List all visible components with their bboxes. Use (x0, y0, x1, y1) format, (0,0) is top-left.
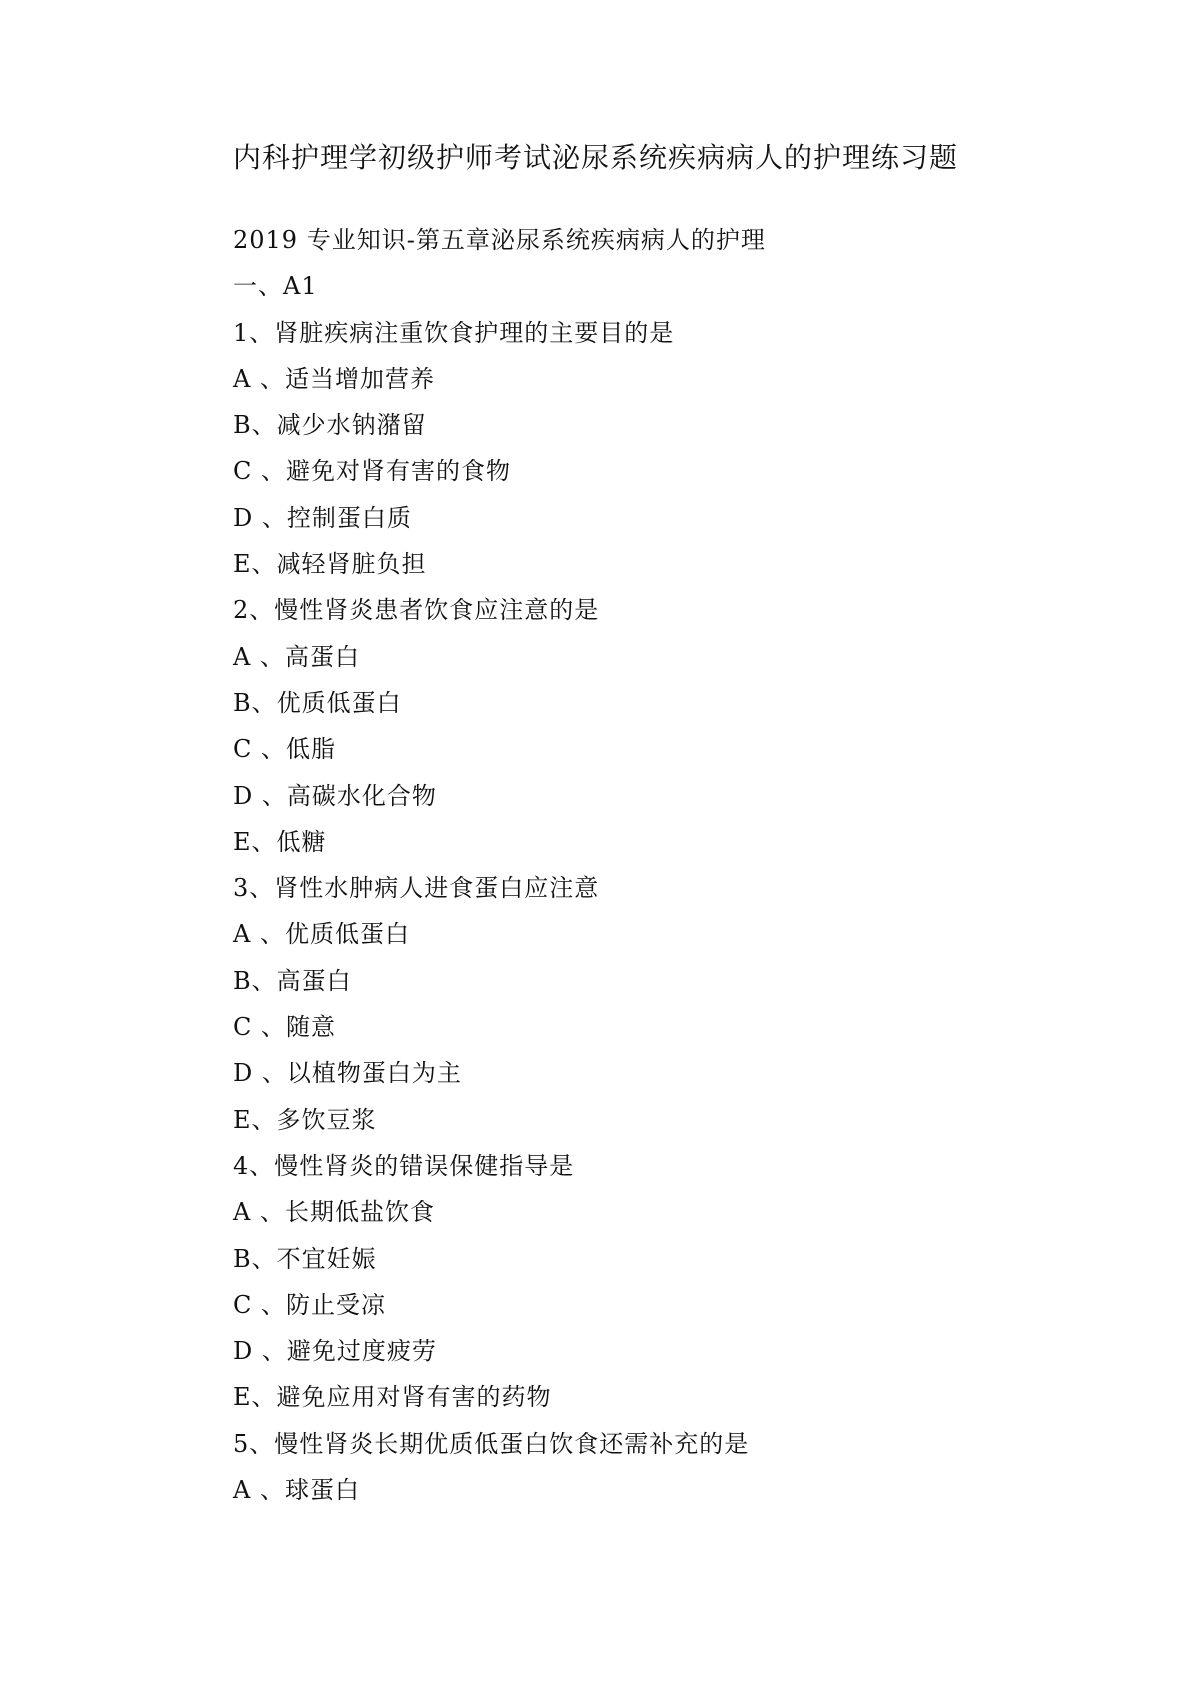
question-3-option-a: A 、优质低蛋白 (233, 920, 410, 949)
question-1-option-d: D 、控制蛋白质 (233, 503, 412, 532)
question-2-option-b: B、优质低蛋白 (233, 688, 402, 717)
question-3: 3、肾性水肿病人进食蛋白应注意 (233, 874, 600, 903)
question-2-option-d: D 、高碳水化合物 (233, 781, 437, 810)
question-4-option-d: D 、避免过度疲劳 (233, 1337, 437, 1366)
question-3-option-c: C 、随意 (233, 1013, 336, 1042)
question-1-option-c: C 、避免对肾有害的食物 (233, 457, 511, 486)
question-4-option-a: A 、长期低盐饮食 (233, 1198, 435, 1227)
section-heading: 2019 专业知识-第五章泌尿系统疾病病人的护理 (233, 226, 766, 254)
question-1: 1、肾脏疾病注重饮食护理的主要目的是 (233, 318, 675, 347)
question-3-option-e: E、多饮豆浆 (233, 1105, 377, 1134)
question-3-option-b: B、高蛋白 (233, 966, 352, 995)
question-1-option-b: B、减少水钠潴留 (233, 411, 427, 440)
question-1-option-a: A 、适当增加营养 (233, 364, 435, 393)
question-2: 2、慢性肾炎患者饮食应注意的是 (233, 596, 600, 625)
question-type-heading: 一、A1 (233, 272, 318, 301)
question-4-option-b: B、不宜妊娠 (233, 1244, 377, 1273)
question-2-option-a: A 、高蛋白 (233, 642, 360, 671)
question-4: 4、慢性肾炎的错误保健指导是 (233, 1151, 575, 1180)
question-4-option-c: C 、防止受凉 (233, 1290, 386, 1319)
question-5: 5、慢性肾炎长期优质低蛋白饮食还需补充的是 (233, 1429, 750, 1458)
question-2-option-e: E、低糖 (233, 827, 327, 856)
question-4-option-e: E、避免应用对肾有害的药物 (233, 1383, 552, 1412)
document-body (233, 217, 766, 1513)
document-title: 内科护理学初级护师考试泌尿系统疾病病人的护理练习题 (232, 141, 958, 174)
question-5-option-a: A 、球蛋白 (233, 1476, 360, 1505)
question-3-option-d: D 、以植物蛋白为主 (233, 1059, 462, 1088)
question-1-option-e: E、减轻肾脏负担 (233, 550, 427, 579)
question-2-option-c: C 、低脂 (233, 735, 336, 764)
